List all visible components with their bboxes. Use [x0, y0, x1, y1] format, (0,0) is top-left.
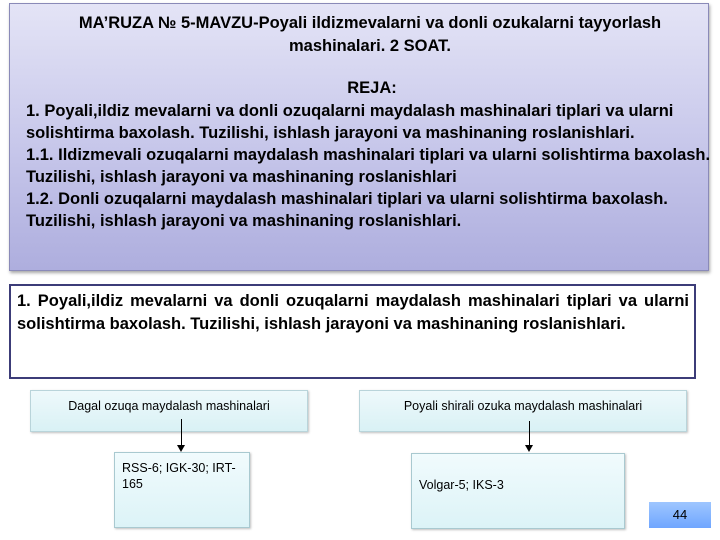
category-box-coarse-feed [30, 390, 308, 432]
arrow-right-line [529, 421, 530, 446]
page-number: 44 [649, 502, 711, 528]
lecture-header-panel [9, 3, 709, 271]
plan-item-1-2: 1.2. Donli ozuqalarni maydalash mashinalari tiplari va ularni solishtirma baxolash. Tuzilishi, ishlash jarayoni va mashinaning roslanishlari. [26, 190, 668, 230]
section-heading-text: 1. Poyali,ildiz mevalarni va donli ozuqalarni maydalash mashinalari tiplari va ularni solishtirma baxolash. Tuzilishi, ishlash jarayoni va mashinaning roslanishlari. [17, 292, 689, 333]
lecture-title: MA’RUZA № 5-MAVZU-Poyali ildizmevalarni va donli ozukalarni tayyorlash mashinalari. 2 SOAT. [78, 14, 662, 55]
category-label: Dagal ozuqa maydalash mashinalari [68, 399, 270, 413]
models-box-juicy-feed [411, 453, 625, 529]
plan-list [26, 100, 716, 232]
section-heading-box [9, 284, 696, 379]
plan-item-1: 1. Poyali,ildiz mevalarni va donli ozuqalarni maydalash mashinalari tiplari va ularni solishtirma baxolash. Tuzilishi, ishlash jarayoni va mashinaning roslanishlari. [26, 102, 674, 142]
category-box-juicy-feed [359, 390, 687, 432]
arrow-left-head [177, 445, 185, 452]
category-label: Poyali shirali ozuka maydalash mashinalari [403, 399, 643, 413]
models-list: RSS-6; IGK-30; IRT-165 [122, 461, 236, 491]
models-list: Volgar-5; IKS-3 [419, 478, 504, 492]
plan-heading: REJA: [347, 79, 397, 97]
arrow-right-head [525, 445, 533, 452]
models-box-coarse-feed [114, 452, 250, 528]
arrow-left-line [181, 419, 182, 446]
plan-item-1-1: 1.1. Ildizmevali ozuqalarni maydalash mashinalari tiplari va ularni solishtirma baxolash. Tuzilishi, ishlash jarayoni va mashinaning roslanishlari [26, 146, 711, 186]
